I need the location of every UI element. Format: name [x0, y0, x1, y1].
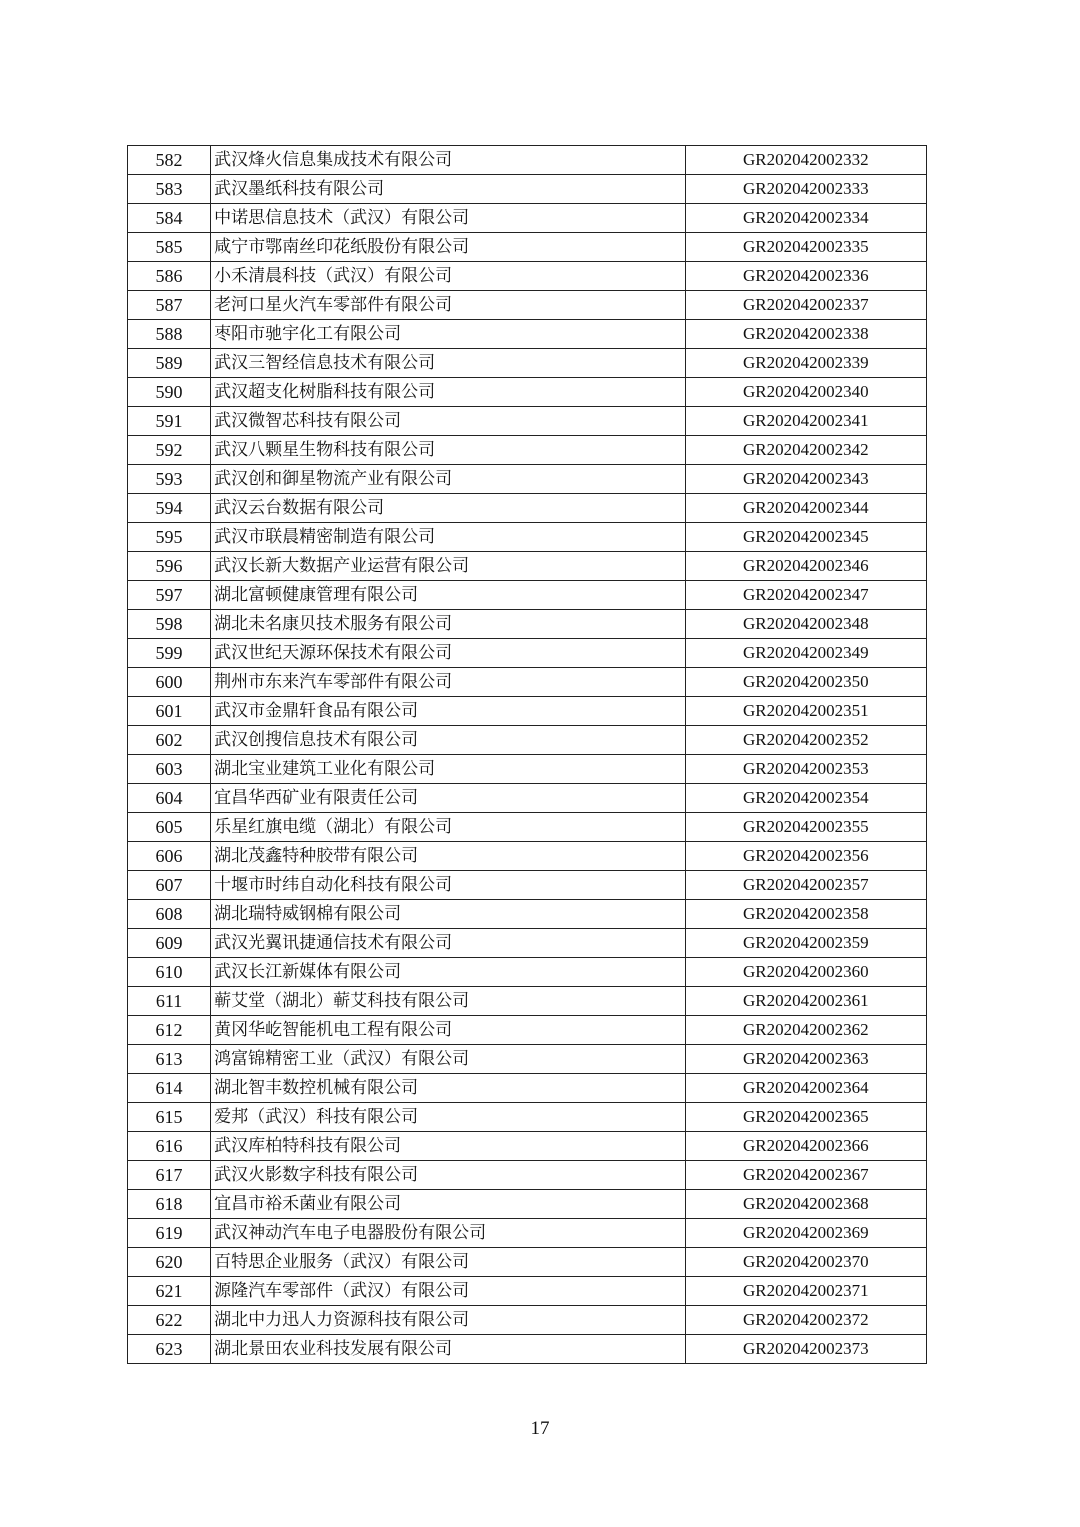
- row-number: 618: [128, 1190, 211, 1219]
- company-name: 武汉烽火信息集成技术有限公司: [211, 146, 686, 175]
- company-name: 黄冈华屹智能机电工程有限公司: [211, 1016, 686, 1045]
- certificate-code: GR202042002349: [685, 639, 926, 668]
- company-name: 中诺思信息技术（武汉）有限公司: [211, 204, 686, 233]
- row-number: 621: [128, 1277, 211, 1306]
- row-number: 609: [128, 929, 211, 958]
- company-name: 武汉创和御星物流产业有限公司: [211, 465, 686, 494]
- table-row: [128, 204, 927, 233]
- row-number: 603: [128, 755, 211, 784]
- row-number: 591: [128, 407, 211, 436]
- row-number: 584: [128, 204, 211, 233]
- certificate-code: GR202042002346: [685, 552, 926, 581]
- company-name: 老河口星火汽车零部件有限公司: [211, 291, 686, 320]
- company-name: 武汉光翼讯捷通信技术有限公司: [211, 929, 686, 958]
- table-row: [128, 784, 927, 813]
- table-row: [128, 1132, 927, 1161]
- company-name: 武汉长江新媒体有限公司: [211, 958, 686, 987]
- row-number: 587: [128, 291, 211, 320]
- certificate-code: GR202042002341: [685, 407, 926, 436]
- table-row: [128, 1074, 927, 1103]
- row-number: 615: [128, 1103, 211, 1132]
- company-name: 武汉市联晨精密制造有限公司: [211, 523, 686, 552]
- certificate-code: GR202042002334: [685, 204, 926, 233]
- certificate-code: GR202042002358: [685, 900, 926, 929]
- certificate-code: GR202042002344: [685, 494, 926, 523]
- table-row: [128, 1248, 927, 1277]
- row-number: 617: [128, 1161, 211, 1190]
- row-number: 607: [128, 871, 211, 900]
- table-row: [128, 668, 927, 697]
- certificate-code: GR202042002359: [685, 929, 926, 958]
- certificate-code: GR202042002367: [685, 1161, 926, 1190]
- company-name: 宜昌华西矿业有限责任公司: [211, 784, 686, 813]
- row-number: 605: [128, 813, 211, 842]
- row-number: 622: [128, 1306, 211, 1335]
- certificate-code: GR202042002362: [685, 1016, 926, 1045]
- company-name: 武汉三智经信息技术有限公司: [211, 349, 686, 378]
- certificate-code: GR202042002360: [685, 958, 926, 987]
- certificate-code: GR202042002365: [685, 1103, 926, 1132]
- row-number: 598: [128, 610, 211, 639]
- certificate-code: GR202042002340: [685, 378, 926, 407]
- certificate-code: GR202042002333: [685, 175, 926, 204]
- table-row: [128, 842, 927, 871]
- row-number: 588: [128, 320, 211, 349]
- company-name: 武汉微智芯科技有限公司: [211, 407, 686, 436]
- table-row: [128, 291, 927, 320]
- row-number: 600: [128, 668, 211, 697]
- row-number: 594: [128, 494, 211, 523]
- company-name: 武汉创搜信息技术有限公司: [211, 726, 686, 755]
- company-name: 湖北中力迅人力资源科技有限公司: [211, 1306, 686, 1335]
- table-row: [128, 1190, 927, 1219]
- certificate-code: GR202042002339: [685, 349, 926, 378]
- certificate-code: GR202042002370: [685, 1248, 926, 1277]
- row-number: 589: [128, 349, 211, 378]
- company-name: 十堰市时纬自动化科技有限公司: [211, 871, 686, 900]
- company-name: 湖北宝业建筑工业化有限公司: [211, 755, 686, 784]
- row-number: 616: [128, 1132, 211, 1161]
- company-name: 武汉市金鼎轩食品有限公司: [211, 697, 686, 726]
- row-number: 593: [128, 465, 211, 494]
- certificate-code: GR202042002368: [685, 1190, 926, 1219]
- table-row: [128, 1103, 927, 1132]
- table-row: [128, 958, 927, 987]
- row-number: 611: [128, 987, 211, 1016]
- table-row: [128, 465, 927, 494]
- table-row: [128, 494, 927, 523]
- company-name: 武汉长新大数据产业运营有限公司: [211, 552, 686, 581]
- company-name: 武汉火影数字科技有限公司: [211, 1161, 686, 1190]
- table-row: [128, 726, 927, 755]
- company-name: 爱邦（武汉）科技有限公司: [211, 1103, 686, 1132]
- table-row: [128, 1335, 927, 1364]
- company-name: 宜昌市裕禾菌业有限公司: [211, 1190, 686, 1219]
- table-row: [128, 320, 927, 349]
- row-number: 612: [128, 1016, 211, 1045]
- certificate-code: GR202042002347: [685, 581, 926, 610]
- page-number: 17: [530, 1418, 550, 1439]
- company-name: 湖北景田农业科技发展有限公司: [211, 1335, 686, 1364]
- company-name: 荆州市东来汽车零部件有限公司: [211, 668, 686, 697]
- certificate-code: GR202042002342: [685, 436, 926, 465]
- company-name: 湖北瑞特威钢棉有限公司: [211, 900, 686, 929]
- table-row: [128, 1277, 927, 1306]
- company-name: 湖北茂鑫特种胶带有限公司: [211, 842, 686, 871]
- table-row: [128, 378, 927, 407]
- certificate-code: GR202042002351: [685, 697, 926, 726]
- certificate-code: GR202042002332: [685, 146, 926, 175]
- table-row: [128, 639, 927, 668]
- company-name: 枣阳市驰宇化工有限公司: [211, 320, 686, 349]
- row-number: 586: [128, 262, 211, 291]
- certificate-code: GR202042002336: [685, 262, 926, 291]
- company-name: 武汉八颗星生物科技有限公司: [211, 436, 686, 465]
- certificate-code: GR202042002345: [685, 523, 926, 552]
- table-row: [128, 1161, 927, 1190]
- certificate-code: GR202042002348: [685, 610, 926, 639]
- table-row: [128, 1219, 927, 1248]
- certificate-code: GR202042002371: [685, 1277, 926, 1306]
- table-row: [128, 987, 927, 1016]
- certificate-code: GR202042002356: [685, 842, 926, 871]
- table-row: [128, 262, 927, 291]
- row-number: 601: [128, 697, 211, 726]
- row-number: 623: [128, 1335, 211, 1364]
- company-name: 蕲艾堂（湖北）蕲艾科技有限公司: [211, 987, 686, 1016]
- row-number: 604: [128, 784, 211, 813]
- company-name: 武汉神动汽车电子电器股份有限公司: [211, 1219, 686, 1248]
- certificate-code: GR202042002372: [685, 1306, 926, 1335]
- row-number: 613: [128, 1045, 211, 1074]
- row-number: 592: [128, 436, 211, 465]
- table-row: [128, 436, 927, 465]
- certificate-code: GR202042002335: [685, 233, 926, 262]
- certificate-code: GR202042002369: [685, 1219, 926, 1248]
- certificate-code: GR202042002357: [685, 871, 926, 900]
- table-row: [128, 175, 927, 204]
- table-row: [128, 871, 927, 900]
- table-row: [128, 1016, 927, 1045]
- row-number: 619: [128, 1219, 211, 1248]
- row-number: 608: [128, 900, 211, 929]
- company-name: 源隆汽车零部件（武汉）有限公司: [211, 1277, 686, 1306]
- certificate-code: GR202042002373: [685, 1335, 926, 1364]
- company-name: 武汉云台数据有限公司: [211, 494, 686, 523]
- row-number: 602: [128, 726, 211, 755]
- certificate-code: GR202042002366: [685, 1132, 926, 1161]
- table-row: [128, 233, 927, 262]
- company-name: 乐星红旗电缆（湖北）有限公司: [211, 813, 686, 842]
- company-name: 武汉墨纸科技有限公司: [211, 175, 686, 204]
- certificate-code: GR202042002352: [685, 726, 926, 755]
- row-number: 585: [128, 233, 211, 262]
- table-row: [128, 349, 927, 378]
- company-name: 湖北智丰数控机械有限公司: [211, 1074, 686, 1103]
- table-row: [128, 929, 927, 958]
- table-row: [128, 813, 927, 842]
- table-row: [128, 755, 927, 784]
- certificate-code: GR202042002338: [685, 320, 926, 349]
- certificate-code: GR202042002343: [685, 465, 926, 494]
- company-name: 百特思企业服务（武汉）有限公司: [211, 1248, 686, 1277]
- certificate-code: GR202042002361: [685, 987, 926, 1016]
- certificate-code: GR202042002350: [685, 668, 926, 697]
- company-name: 湖北未名康贝技术服务有限公司: [211, 610, 686, 639]
- table-row: [128, 523, 927, 552]
- row-number: 614: [128, 1074, 211, 1103]
- table-row: [128, 407, 927, 436]
- table-row: [128, 146, 927, 175]
- row-number: 597: [128, 581, 211, 610]
- certificate-code: GR202042002337: [685, 291, 926, 320]
- company-name: 武汉超支化树脂科技有限公司: [211, 378, 686, 407]
- row-number: 582: [128, 146, 211, 175]
- row-number: 596: [128, 552, 211, 581]
- company-table-body: [128, 146, 927, 1364]
- row-number: 590: [128, 378, 211, 407]
- certificate-code: GR202042002354: [685, 784, 926, 813]
- table-row: [128, 1306, 927, 1335]
- company-name: 武汉世纪天源环保技术有限公司: [211, 639, 686, 668]
- row-number: 620: [128, 1248, 211, 1277]
- company-name: 咸宁市鄂南丝印花纸股份有限公司: [211, 233, 686, 262]
- table-row: [128, 900, 927, 929]
- table-row: [128, 552, 927, 581]
- row-number: 599: [128, 639, 211, 668]
- row-number: 610: [128, 958, 211, 987]
- certificate-code: GR202042002353: [685, 755, 926, 784]
- certificate-code: GR202042002363: [685, 1045, 926, 1074]
- company-table: [127, 145, 927, 1364]
- table-row: [128, 1045, 927, 1074]
- row-number: 583: [128, 175, 211, 204]
- company-name: 鸿富锦精密工业（武汉）有限公司: [211, 1045, 686, 1074]
- company-name: 武汉库柏特科技有限公司: [211, 1132, 686, 1161]
- company-name: 小禾清晨科技（武汉）有限公司: [211, 262, 686, 291]
- row-number: 606: [128, 842, 211, 871]
- table-row: [128, 697, 927, 726]
- company-name: 湖北富顿健康管理有限公司: [211, 581, 686, 610]
- table-row: [128, 581, 927, 610]
- table-row: [128, 610, 927, 639]
- certificate-code: GR202042002355: [685, 813, 926, 842]
- row-number: 595: [128, 523, 211, 552]
- certificate-code: GR202042002364: [685, 1074, 926, 1103]
